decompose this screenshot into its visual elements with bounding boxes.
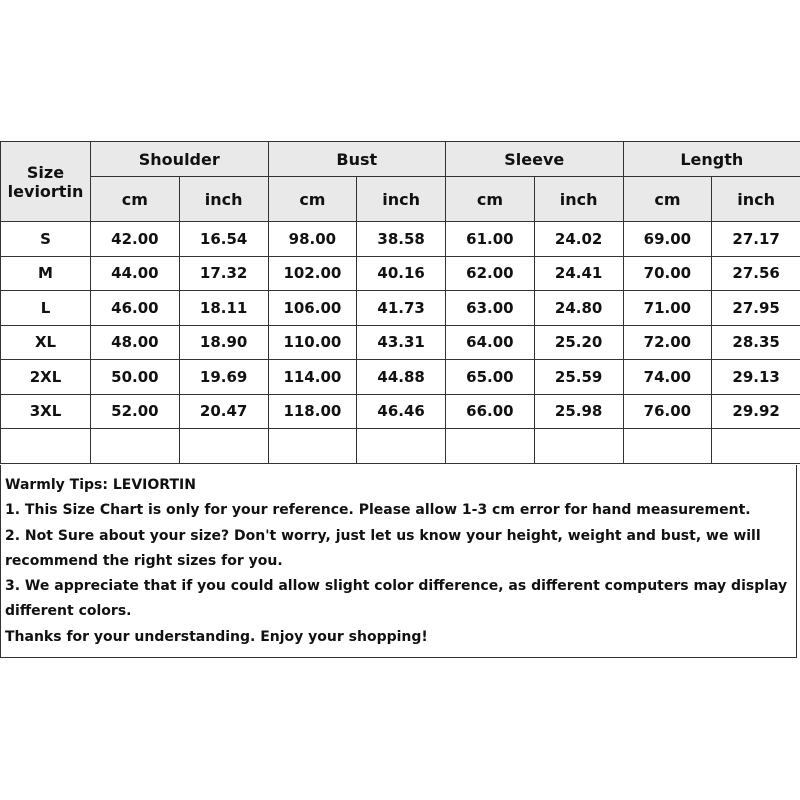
value-cell: 74.00 <box>623 360 712 395</box>
tip-line: Warmly Tips: LEVIORTIN <box>5 477 196 493</box>
empty-cell <box>1 429 91 464</box>
value-cell: 44.88 <box>357 360 446 395</box>
value-cell: 62.00 <box>446 256 535 291</box>
unit-header: inch <box>712 177 800 222</box>
value-cell: 110.00 <box>268 325 357 360</box>
value-cell: 71.00 <box>623 291 712 326</box>
value-cell: 18.90 <box>179 325 268 360</box>
unit-header: cm <box>91 177 180 222</box>
value-cell: 64.00 <box>446 325 535 360</box>
value-cell: 44.00 <box>91 256 180 291</box>
value-cell: 24.41 <box>534 256 623 291</box>
value-cell: 66.00 <box>446 394 535 429</box>
value-cell: 27.17 <box>712 222 800 257</box>
table-row <box>1 394 800 429</box>
unit-header: cm <box>268 177 357 222</box>
tip-line: 3. We appreciate that if you could allow slight color difference, as different computers may display <box>5 578 788 595</box>
unit-header: cm <box>623 177 712 222</box>
tips-box <box>0 465 797 658</box>
value-cell: 98.00 <box>268 222 357 257</box>
group-header: Length <box>623 142 800 177</box>
empty-cell <box>91 429 180 464</box>
empty-row <box>1 429 800 464</box>
tip-line: Thanks for your understanding. Enjoy your shopping! <box>5 628 428 645</box>
value-cell: 114.00 <box>268 360 357 395</box>
unit-header: inch <box>179 177 268 222</box>
empty-cell <box>179 429 268 464</box>
value-cell: 50.00 <box>91 360 180 395</box>
value-cell: 24.02 <box>534 222 623 257</box>
value-cell: 29.92 <box>712 394 800 429</box>
empty-cell <box>268 429 357 464</box>
empty-cell <box>446 429 535 464</box>
value-cell: 16.54 <box>179 222 268 257</box>
value-cell: 70.00 <box>623 256 712 291</box>
empty-cell <box>534 429 623 464</box>
value-cell: 41.73 <box>357 291 446 326</box>
value-cell: 42.00 <box>91 222 180 257</box>
tip-line: recommend the right sizes for you. <box>5 552 283 569</box>
empty-cell <box>357 429 446 464</box>
table-row <box>1 325 800 360</box>
value-cell: 69.00 <box>623 222 712 257</box>
table-row <box>1 256 800 291</box>
size-cell: L <box>1 291 91 326</box>
value-cell: 25.20 <box>534 325 623 360</box>
value-cell: 48.00 <box>91 325 180 360</box>
table-row <box>1 222 800 257</box>
size-header: Size leviortin <box>1 142 91 222</box>
value-cell: 46.46 <box>357 394 446 429</box>
unit-header: cm <box>446 177 535 222</box>
size-cell: S <box>1 222 91 257</box>
size-cell: 3XL <box>1 394 91 429</box>
value-cell: 19.69 <box>179 360 268 395</box>
value-cell: 102.00 <box>268 256 357 291</box>
unit-header: inch <box>534 177 623 222</box>
unit-header: inch <box>357 177 446 222</box>
table-row <box>1 360 800 395</box>
value-cell: 18.11 <box>179 291 268 326</box>
value-cell: 76.00 <box>623 394 712 429</box>
table-row <box>1 291 800 326</box>
size-cell: 2XL <box>1 360 91 395</box>
value-cell: 27.95 <box>712 291 800 326</box>
size-chart-table <box>0 141 800 464</box>
value-cell: 65.00 <box>446 360 535 395</box>
group-header: Bust <box>268 142 446 177</box>
value-cell: 61.00 <box>446 222 535 257</box>
value-cell: 43.31 <box>357 325 446 360</box>
value-cell: 118.00 <box>268 394 357 429</box>
value-cell: 17.32 <box>179 256 268 291</box>
value-cell: 29.13 <box>712 360 800 395</box>
value-cell: 52.00 <box>91 394 180 429</box>
value-cell: 25.59 <box>534 360 623 395</box>
value-cell: 63.00 <box>446 291 535 326</box>
empty-cell <box>712 429 800 464</box>
group-header: Shoulder <box>91 142 269 177</box>
value-cell: 40.16 <box>357 256 446 291</box>
value-cell: 106.00 <box>268 291 357 326</box>
value-cell: 72.00 <box>623 325 712 360</box>
size-cell: XL <box>1 325 91 360</box>
value-cell: 28.35 <box>712 325 800 360</box>
tip-line: different colors. <box>5 603 132 620</box>
value-cell: 20.47 <box>179 394 268 429</box>
value-cell: 27.56 <box>712 256 800 291</box>
size-cell: M <box>1 256 91 291</box>
tip-line: 1. This Size Chart is only for your reference. Please allow 1-3 cm error for hand measurement. <box>5 502 751 519</box>
value-cell: 25.98 <box>534 394 623 429</box>
value-cell: 24.80 <box>534 291 623 326</box>
value-cell: 38.58 <box>357 222 446 257</box>
empty-cell <box>623 429 712 464</box>
group-header: Sleeve <box>446 142 624 177</box>
tip-line: 2. Not Sure about your size? Don't worry, just let us know your height, weight and bust, we will <box>5 527 761 544</box>
value-cell: 46.00 <box>91 291 180 326</box>
